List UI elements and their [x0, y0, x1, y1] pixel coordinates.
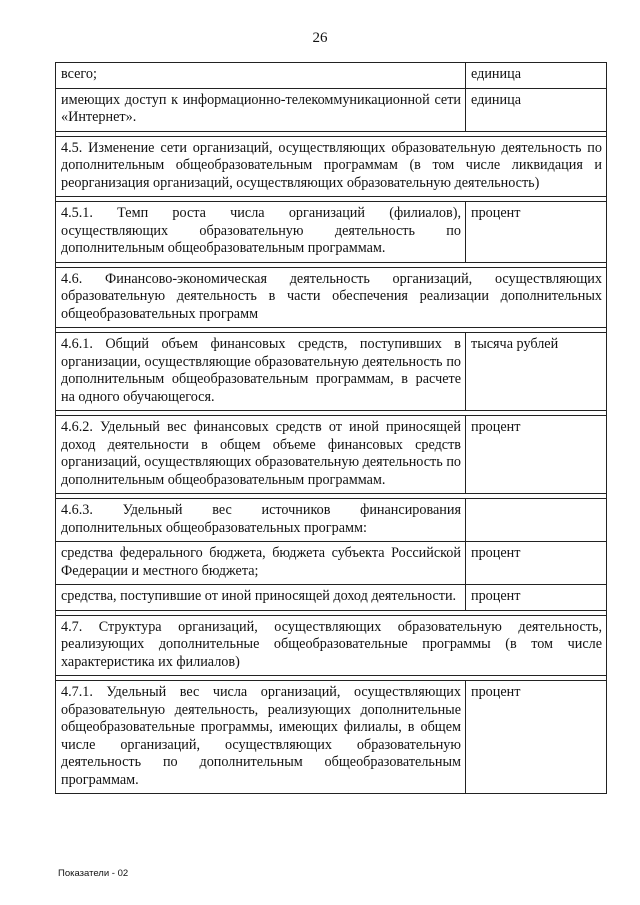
table-row: [56, 542, 607, 585]
indicator-name: имеющих доступ к информационно-телекоммуникационной сети «Интернет».: [56, 88, 466, 131]
indicator-unit: единица: [466, 63, 607, 89]
section-heading: 4.5. Изменение сети организаций, осуществляющих образовательную деятельность по дополнительным общеобразовательным программам (в том числе ликвидация и реорганизация организаций, осуществляющих образовательную деятельность): [56, 136, 607, 197]
indicator-unit: [466, 499, 607, 542]
indicator-name: 4.7.1. Удельный вес числа организаций, осуществляющих образовательную деятельность, реализующих дополнительные общеобразовательные программы, имеющих филиалы, в общем числе организаций, осуществляющих образовательную деятельность по дополнительным общеобразовательным программам.: [56, 681, 466, 794]
indicator-unit: единица: [466, 88, 607, 131]
section-heading: 4.6. Финансово-экономическая деятельность организаций, осуществляющих образовательную деятельность в части обеспечения реализации дополнительных общеобразовательных программ: [56, 267, 607, 328]
section-heading: 4.7. Структура организаций, осуществляющих образовательную деятельность, реализующих дополнительные общеобразовательные программы (в том числе характеристика их филиалов): [56, 615, 607, 676]
table-row: [56, 416, 607, 494]
table-row: [56, 499, 607, 542]
table-row: [56, 202, 607, 263]
indicator-name: 4.6.1. Общий объем финансовых средств, поступивших в организации, осуществляющие образовательную деятельность по дополнительным общеобразовательным программам, в расчете на одного обучающегося.: [56, 333, 466, 411]
indicators-table: [55, 62, 607, 794]
indicator-name: 4.6.3. Удельный вес источников финансирования дополнительных общеобразовательных программ:: [56, 499, 466, 542]
indicator-name: средства, поступившие от иной приносящей доход деятельности.: [56, 585, 466, 611]
indicator-name: всего;: [56, 63, 466, 89]
table-row: [56, 585, 607, 611]
indicator-name: средства федерального бюджета, бюджета субъекта Российской Федерации и местного бюджета;: [56, 542, 466, 585]
indicator-unit: процент: [466, 542, 607, 585]
table-row: [56, 88, 607, 131]
page-number: 26: [312, 30, 328, 46]
indicator-unit: тысяча рублей: [466, 333, 607, 411]
indicator-unit: процент: [466, 681, 607, 794]
indicator-name: 4.5.1. Темп роста числа организаций (филиалов), осуществляющих образовательную деятельность по дополнительным общеобразовательным программам.: [56, 202, 466, 263]
indicator-unit: процент: [466, 585, 607, 611]
section-row: [56, 267, 607, 328]
indicator-unit: процент: [466, 202, 607, 263]
table-row: [56, 333, 607, 411]
indicator-name: 4.6.2. Удельный вес финансовых средств от иной приносящей доход деятельности в общем объеме финансовых средств организаций, осуществляющих образовательную деятельность по дополнительным общеобразовательным программам.: [56, 416, 466, 494]
footer-label: Показатели - 02: [58, 868, 129, 879]
section-row: [56, 136, 607, 197]
table-row: [56, 681, 607, 794]
indicator-unit: процент: [466, 416, 607, 494]
section-row: [56, 615, 607, 676]
table-row: [56, 63, 607, 89]
